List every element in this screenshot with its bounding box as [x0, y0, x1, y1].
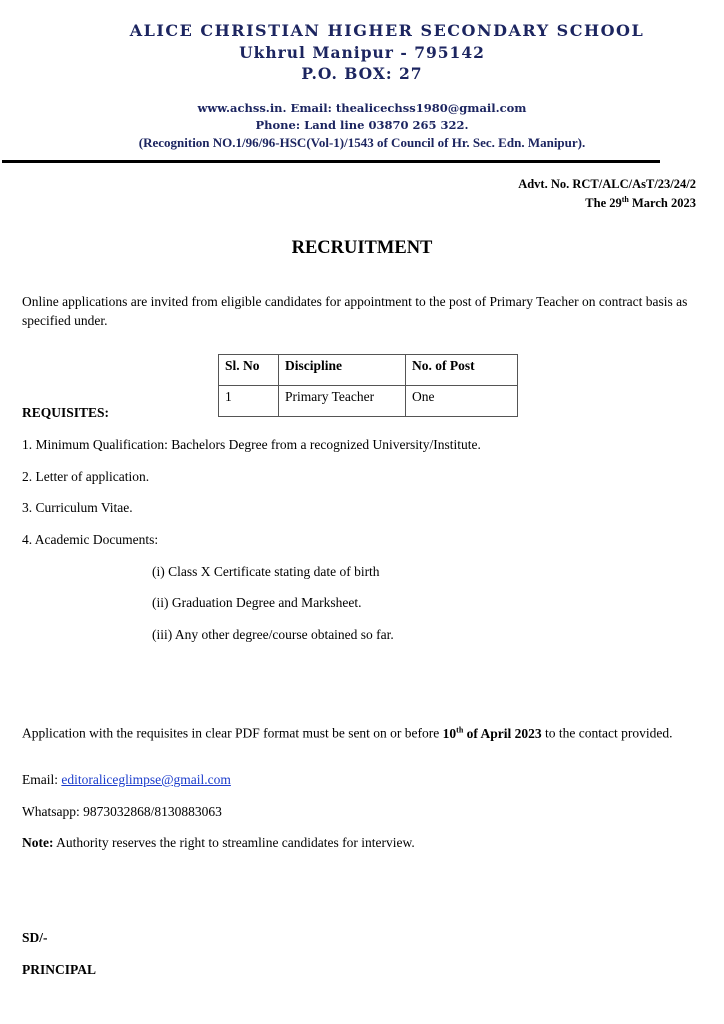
- requisites-title: REQUISITES:: [22, 405, 110, 420]
- page-title: RECRUITMENT: [291, 238, 433, 258]
- table-header-cell: Discipline: [279, 355, 406, 386]
- table-cell: Primary Teacher: [279, 386, 406, 417]
- contact-email: Email: editoraliceglimpse@gmail.com: [22, 772, 231, 787]
- school-address: Ukhrul Manipur - 795142: [239, 43, 485, 62]
- signature-title: PRINCIPAL: [22, 962, 96, 977]
- signature-sd: SD/-: [22, 930, 48, 945]
- table-header-cell: No. of Post: [406, 355, 518, 386]
- letterhead-divider: [2, 160, 660, 163]
- table-header-row: [219, 355, 518, 386]
- school-web-email: www.achss.in. Email: thealicechss1980@gmail.com: [197, 101, 527, 115]
- table-cell: One: [406, 386, 518, 417]
- school-po-box: P.O. BOX: 27: [301, 64, 423, 83]
- requisite-item: 3. Curriculum Vitae.: [22, 500, 133, 515]
- letterhead: [0, 20, 724, 152]
- document-item: (ii) Graduation Degree and Marksheet.: [152, 595, 362, 610]
- note: Note: Authority reserves the right to streamline candidates for interview.: [22, 835, 415, 850]
- contact-whatsapp: Whatsapp: 9873032868/8130883063: [22, 804, 222, 819]
- table-header-cell: Sl. No: [219, 355, 279, 386]
- school-name: ALICE CHRISTIAN HIGHER SECONDARY SCHOOL: [129, 21, 645, 40]
- requisite-item: 4. Academic Documents:: [22, 532, 159, 547]
- advertisement-date: The 29th March 2023: [585, 195, 696, 211]
- posts-table: [218, 354, 518, 417]
- school-recognition: (Recognition NO.1/96/96-HSC(Vol-1)/1543 of Council of Hr. Sec. Edn. Manipur).: [138, 135, 586, 150]
- deadline-paragraph: Application with the requisites in clear PDF format must be sent on or before 10th of April 2023 to the contact provided.: [22, 725, 673, 741]
- note-label: Note:: [22, 835, 54, 850]
- requisite-item: 1. Minimum Qualification: Bachelors Degree from a recognized University/Institute.: [22, 437, 481, 452]
- intro-paragraph: Online applications are invited from eligible candidates for appointment to the post of Primary Teacher on contract basis as specified under.: [22, 294, 688, 328]
- document-item: (iii) Any other degree/course obtained so far.: [152, 627, 394, 642]
- document-item: (i) Class X Certificate stating date of birth: [152, 564, 380, 579]
- advertisement-number: Advt. No. RCT/ALC/AsT/23/24/2: [518, 177, 696, 191]
- email-link[interactable]: editoraliceglimpse@gmail.com: [61, 772, 231, 787]
- school-phone: Phone: Land line 03870 265 322.: [255, 118, 469, 132]
- table-row: [219, 386, 518, 417]
- advertisement-info: [518, 177, 696, 211]
- requisite-item: 2. Letter of application.: [22, 469, 150, 484]
- table-cell: 1: [219, 386, 279, 417]
